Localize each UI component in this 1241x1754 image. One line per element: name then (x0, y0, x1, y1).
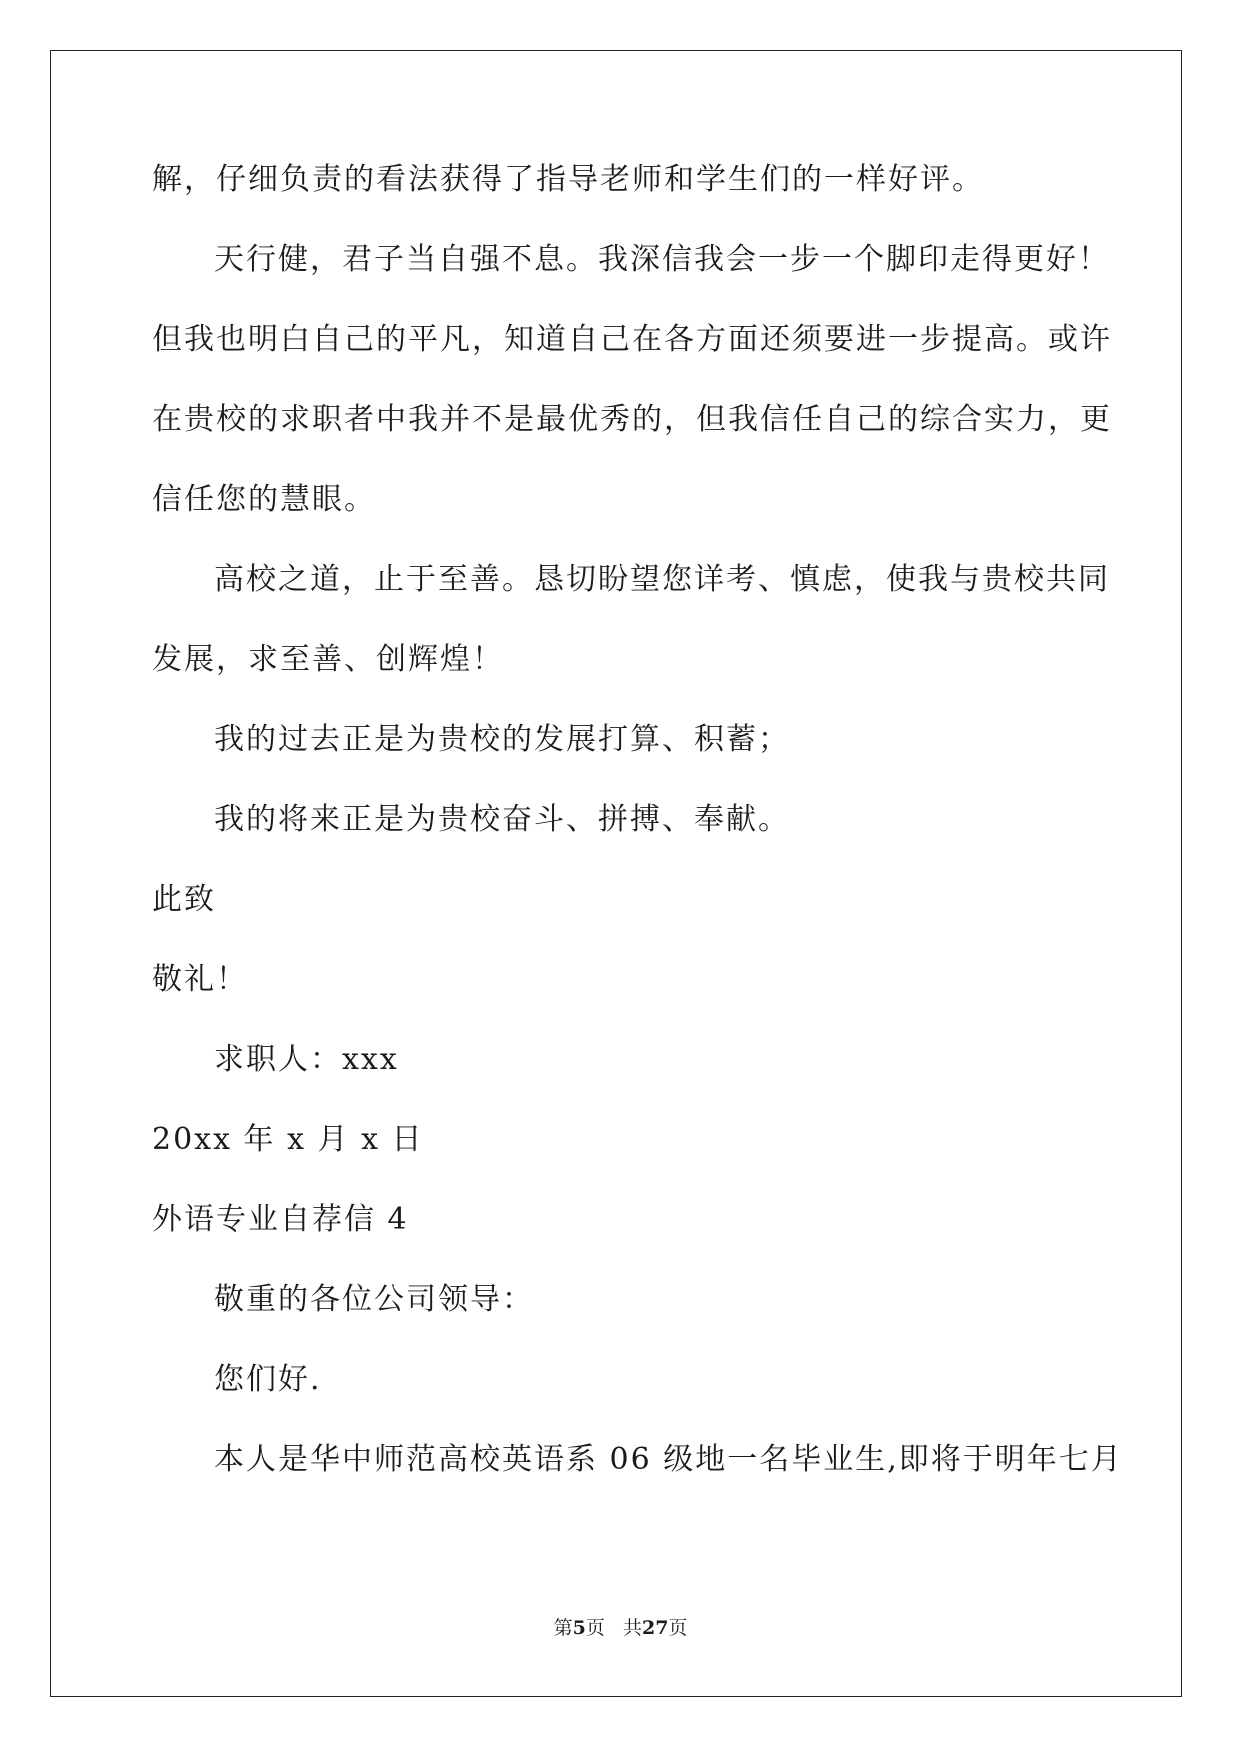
total-page-count: 27 (641, 1617, 669, 1639)
document-body (152, 160, 1123, 1520)
signature-line: 求职人：xxx (214, 1042, 399, 1077)
text-line: 我的过去正是为贵校的发展打算、积蓄； (214, 722, 790, 757)
closing-regards: 敬礼！ (152, 962, 248, 997)
section-heading: 外语专业自荐信 4 (152, 1202, 409, 1237)
date-line: 20xx 年 x 月 x 日 (152, 1122, 424, 1157)
closing-salutation: 此致 (152, 882, 216, 917)
greeting-line: 敬重的各位公司领导： (214, 1282, 534, 1317)
text-line: 高校之道，止于至善。恳切盼望您详考、慎虑，使我与贵校共同 (214, 562, 1110, 597)
text-line: 解，仔细负责的看法获得了指导老师和学生们的一样好评。 (152, 162, 984, 197)
text-line: 在贵校的求职者中我并不是最优秀的，但我信任自己的综合实力，更 (152, 402, 1112, 437)
text-line: 天行健，君子当自强不息。我深信我会一步一个脚印走得更好！ (214, 242, 1110, 277)
text-line: 您们好. (214, 1362, 322, 1397)
footer-total-suffix: 页 (668, 1617, 688, 1639)
text-line: 发展，求至善、创辉煌！ (152, 642, 504, 677)
footer-page-suffix: 页 (585, 1617, 605, 1639)
footer-total-prefix: 共 (622, 1617, 642, 1639)
text-line: 信任您的慧眼。 (152, 482, 376, 517)
current-page-number: 5 (572, 1617, 586, 1639)
page-footer (0, 1616, 1241, 1640)
text-line: 但我也明白自己的平凡，知道自己在各方面还须要进一步提高。或许 (152, 322, 1112, 357)
text-line: 我的将来正是为贵校奋斗、拼搏、奉献。 (214, 802, 790, 837)
footer-prefix: 第 (553, 1617, 573, 1639)
text-line: 本人是华中师范高校英语系 06 级地一名毕业生,即将于明年七月 (214, 1442, 1123, 1477)
